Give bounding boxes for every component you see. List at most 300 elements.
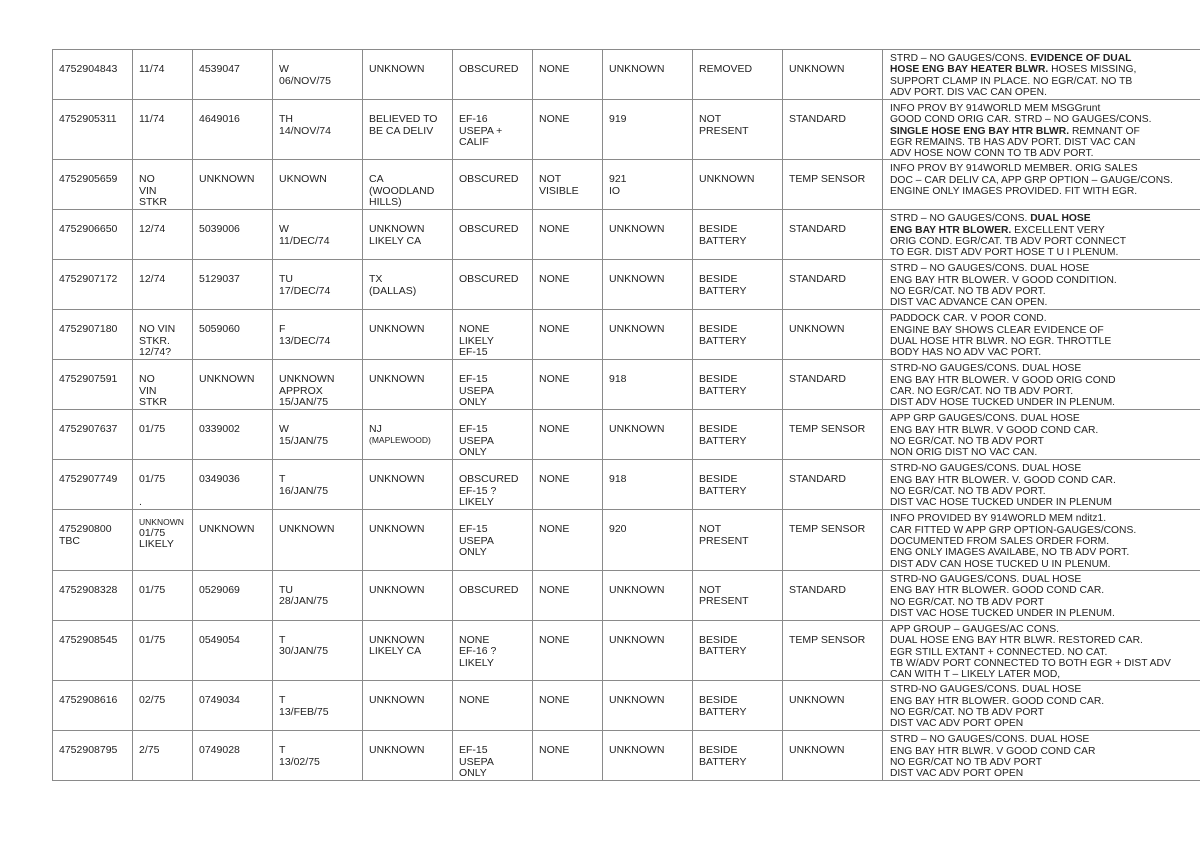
notes-text: STRD – NO GAUGES/CONS. [890, 213, 1031, 225]
delivery-location-cell [363, 100, 453, 160]
sale-date-cell [273, 160, 363, 210]
engine-number-cell-text: 0749034 [199, 694, 240, 707]
notes-text: INFO PROVIDED BY 914WORLD MEM nditz1. [890, 513, 1107, 525]
delivery-location-cell [363, 50, 453, 100]
emissions-cell [453, 100, 533, 160]
sensor-cell-text: TEMP SENSOR [789, 423, 866, 436]
notes-line [890, 608, 1200, 619]
notes-text: NON ORIG DIST NO VAC CAN. [890, 447, 1038, 459]
notes-line [890, 658, 1200, 669]
vin-cell-text: 4752907180 [59, 323, 118, 336]
model-cell-text: UNKNOWN [609, 583, 665, 596]
notes-line [890, 87, 1200, 98]
sensor-cell-text: UNKNOWN [789, 744, 845, 757]
model-cell [603, 160, 693, 210]
notes-text: TB W/ADV PORT CONNECTED TO BOTH EGR + DIST ADV [890, 657, 1171, 669]
notes-bold-text: ENG BAY HTR BLOWER. [890, 224, 1012, 236]
sale-date-cell [273, 410, 363, 460]
notes-cell [883, 460, 1200, 510]
build-date-cell-text: 01/75 . [139, 473, 166, 509]
sale-date-cell [273, 681, 363, 731]
delivery-location-cell [363, 210, 453, 260]
notes-line [890, 696, 1200, 707]
sale-date-cell [273, 510, 363, 570]
sale-date-cell-text: T 16/JAN/75 [279, 473, 329, 497]
vin-cell-text: 4752905659 [59, 173, 118, 186]
notes-text: ORIG COND. EGR/CAT. TB ADV PORT CONNECT [890, 236, 1127, 248]
notes-line [890, 425, 1200, 436]
sensor-cell-text: TEMP SENSOR [789, 523, 866, 536]
notes-line [890, 447, 1200, 458]
component-cell [693, 510, 783, 570]
option-cell [533, 460, 603, 510]
table-row [53, 100, 1200, 160]
engine-number-cell [193, 210, 273, 260]
engine-number-cell-text: 5129037 [199, 273, 240, 286]
delivery-location-cell-text: UNKNOWN [369, 744, 425, 757]
component-cell-text: NOT PRESENT [699, 583, 749, 608]
sale-date-cell [273, 310, 363, 360]
model-cell [603, 570, 693, 620]
sale-date-cell-text: UKNOWN [279, 173, 327, 186]
component-cell [693, 731, 783, 781]
vin-cell-text: 4752908616 [59, 694, 118, 707]
notes-line [890, 413, 1200, 424]
notes-text: PADDOCK CAR. V POOR COND. [890, 313, 1047, 325]
notes-line [890, 363, 1200, 374]
notes-cell [883, 50, 1200, 100]
engine-number-cell-text: 5039006 [199, 223, 240, 236]
delivery-location-cell [363, 620, 453, 680]
component-cell [693, 570, 783, 620]
sensor-cell [783, 210, 883, 260]
registry-sheet [52, 49, 1200, 781]
vin-cell-text: 4752905311 [59, 113, 117, 125]
build-date-cell-text: 12/74 [139, 223, 166, 236]
vin-cell [53, 310, 133, 360]
sale-date-cell-text: T 13/FEB/75 [279, 694, 329, 718]
model-cell-text: UNKNOWN [609, 63, 665, 75]
build-date-cell [133, 510, 193, 570]
build-date-cell [133, 570, 193, 620]
notes-text: INFO PROV BY 914WORLD MEM MSGGrunt [890, 103, 1101, 114]
notes-line [890, 236, 1200, 247]
delivery-location-cell [363, 570, 453, 620]
notes-line [890, 53, 1200, 64]
option-cell-text: NONE [539, 694, 570, 707]
notes-line [890, 375, 1200, 386]
component-cell [693, 410, 783, 460]
component-cell [693, 160, 783, 210]
sale-date-cell [273, 620, 363, 680]
delivery-location-cell [363, 260, 453, 310]
model-cell-text: UNKNOWN [609, 223, 665, 236]
sensor-cell-text: STANDARD [789, 373, 846, 386]
build-date-cell [133, 360, 193, 410]
build-date-cell-text: NO VIN STKR [139, 173, 168, 209]
emissions-cell-text: EF-15 USEPA ONLY [459, 373, 494, 409]
notes-bold-text: EVIDENCE OF DUAL [1030, 53, 1132, 64]
notes-line [890, 597, 1200, 608]
notes-line [890, 436, 1200, 447]
emissions-cell [453, 160, 533, 210]
vin-cell-text: 4752908545 [59, 633, 118, 646]
notes-line [890, 746, 1200, 757]
build-date-cell [133, 260, 193, 310]
delivery-location-cell [363, 510, 453, 570]
emissions-cell [453, 681, 533, 731]
component-cell-text: BESIDE BATTERY [699, 694, 747, 718]
emissions-cell-text: EF-15 USEPA ONLY [459, 744, 494, 780]
emissions-cell-text: EF-15 USEPA ONLY [459, 423, 494, 459]
option-cell [533, 731, 603, 781]
table-row [53, 681, 1200, 731]
build-date-cell-text: 01/75 [139, 583, 166, 596]
notes-text: EXCELLENT VERY [1011, 224, 1105, 236]
notes-line [890, 718, 1200, 729]
sale-date-cell-text: W 11/DEC/74 [279, 223, 330, 247]
notes-line [890, 559, 1200, 570]
sale-date-cell-text: T 13/02/75 [279, 744, 320, 768]
notes-text: DIST ADV CAN HOSE TUCKED U IN PLENUM. [890, 558, 1111, 570]
component-cell-text: BESIDE BATTERY [699, 323, 747, 347]
model-cell [603, 50, 693, 100]
engine-number-cell-text: 0339002 [199, 423, 240, 436]
build-date-cell-text: 11/74 [139, 63, 165, 75]
delivery-location-cell [363, 360, 453, 410]
notes-text: ENG BAY HTR BLWR. V GOOD COND CAR [890, 745, 1096, 757]
component-cell [693, 620, 783, 680]
table-row [53, 460, 1200, 510]
component-cell [693, 210, 783, 260]
notes-text: NO EGR/CAT. NO TB ADV PORT. [890, 486, 1046, 498]
model-cell-text: UNKNOWN [609, 633, 665, 646]
build-date-small-label: UNKNOWN [139, 517, 184, 528]
notes-text: ENG BAY HTR BLWR. V GOOD COND CAR. [890, 424, 1099, 436]
build-date-cell-text: 01/75 [139, 633, 166, 646]
engine-number-cell [193, 570, 273, 620]
notes-text: ENG ONLY IMAGES AVAILABE, NO TB ADV PORT. [890, 547, 1130, 559]
notes-text: STRD-NO GAUGES/CONS. DUAL HOSE [890, 463, 1082, 475]
emissions-cell [453, 510, 533, 570]
component-cell-text: UNKNOWN [699, 173, 755, 186]
notes-text: ENG BAY HTR BLOWER. V GOOD CONDITION. [890, 274, 1117, 286]
model-cell [603, 260, 693, 310]
emissions-cell [453, 410, 533, 460]
notes-cell [883, 510, 1200, 570]
emissions-cell-text: OBSCURED [459, 63, 519, 75]
component-cell-text: NOT PRESENT [699, 113, 749, 137]
notes-line [890, 536, 1200, 547]
delivery-location-cell-text: UNKNOWN [369, 323, 425, 336]
model-cell [603, 681, 693, 731]
notes-text: SUPPORT CLAMP IN PLACE. NO EGR/CAT. NO TB [890, 75, 1133, 87]
option-cell-text: NONE [539, 583, 570, 596]
model-cell-text: 918 [609, 473, 627, 486]
option-cell [533, 570, 603, 620]
notes-cell [883, 731, 1200, 781]
sensor-cell [783, 260, 883, 310]
delivery-location-cell-text: CA (WOODLAND HILLS) [369, 173, 435, 209]
sale-date-cell-text: UNKNOWN APPROX 15/JAN/75 [279, 373, 335, 409]
model-cell-text: UNKNOWN [609, 323, 665, 336]
sale-date-cell [273, 50, 363, 100]
emissions-cell [453, 260, 533, 310]
table-row [53, 410, 1200, 460]
option-cell-text: NONE [539, 323, 570, 336]
sensor-cell [783, 460, 883, 510]
option-cell-text: NONE [539, 744, 570, 757]
notes-text: DIST VAC ADV PORT OPEN [890, 718, 1024, 730]
vin-cell-text: 4752904843 [59, 63, 118, 75]
model-cell-text: UNKNOWN [609, 744, 665, 757]
sale-date-cell-text: TH 14/NOV/74 [279, 113, 331, 137]
component-cell [693, 460, 783, 510]
component-cell-text: NOT PRESENT [699, 523, 749, 547]
component-cell [693, 100, 783, 160]
sensor-cell [783, 160, 883, 210]
sensor-cell [783, 50, 883, 100]
delivery-location-cell [363, 731, 453, 781]
option-cell-text: NONE [539, 523, 570, 536]
model-cell [603, 620, 693, 680]
build-date-cell-text: NO VIN STKR [139, 373, 168, 409]
emissions-cell-text: OBSCURED [459, 173, 519, 186]
notes-text: TO EGR. DIST ADV PORT HOSE T U I PLENUM. [890, 247, 1119, 259]
notes-bold-text: HOSE ENG BAY HEATER BLWR. [890, 64, 1049, 76]
notes-line [890, 574, 1200, 585]
emissions-cell [453, 50, 533, 100]
engine-number-cell [193, 360, 273, 410]
table-row [53, 210, 1200, 260]
build-date-cell [133, 410, 193, 460]
engine-number-cell [193, 681, 273, 731]
notes-text: DIST VAC HOSE TUCKED UNDER IN PLENUM. [890, 607, 1115, 619]
vin-cell-text: 4752907749 [59, 473, 118, 486]
delivery-location-cell-text: UNKNOWN [369, 473, 425, 486]
sale-date-cell [273, 570, 363, 620]
component-cell-text: REMOVED [699, 63, 753, 75]
option-cell [533, 160, 603, 210]
table-row [53, 731, 1200, 781]
sensor-cell [783, 620, 883, 680]
sale-date-cell [273, 360, 363, 410]
model-cell-text: UNKNOWN [609, 694, 665, 707]
notes-line [890, 247, 1200, 258]
delivery-location-cell [363, 460, 453, 510]
build-date-cell-text: 2/75 [139, 744, 160, 757]
model-cell [603, 310, 693, 360]
notes-text: DIST VAC ADV PORT OPEN [890, 768, 1024, 780]
notes-line [890, 76, 1200, 87]
engine-number-cell-text: 0549054 [199, 633, 240, 646]
table-row [53, 160, 1200, 210]
notes-cell [883, 210, 1200, 260]
emissions-cell [453, 210, 533, 260]
vin-cell [53, 681, 133, 731]
sale-date-cell-text: W 06/NOV/75 [279, 63, 331, 87]
engine-number-cell-text: 4539047 [199, 63, 240, 75]
vin-cell-text: 4752907591 [59, 373, 118, 386]
model-cell-text: UNKNOWN [609, 423, 665, 436]
sensor-cell-text: TEMP SENSOR [789, 173, 866, 186]
notes-line [890, 635, 1200, 646]
option-cell-text: NONE [539, 633, 570, 646]
component-cell-text: BESIDE BATTERY [699, 633, 747, 658]
component-cell-text: BESIDE BATTERY [699, 223, 747, 247]
vin-cell-text: 4752908328 [59, 583, 118, 596]
model-cell [603, 731, 693, 781]
notes-cell [883, 160, 1200, 210]
sale-date-cell-text: F 13/DEC/74 [279, 323, 331, 347]
delivery-location-cell [363, 410, 453, 460]
delivery-location-cell-text: NJ [369, 423, 382, 436]
emissions-cell [453, 570, 533, 620]
sale-date-cell [273, 731, 363, 781]
engine-number-cell-text: 0749028 [199, 744, 240, 757]
option-cell [533, 50, 603, 100]
build-date-cell-text: 01/75 LIKELY [139, 526, 174, 551]
vin-cell-text: 4752908795 [59, 744, 118, 757]
notes-line [890, 313, 1200, 324]
model-cell-text: UNKNOWN [609, 273, 665, 286]
sale-date-cell-text: T 30/JAN/75 [279, 633, 329, 658]
delivery-location-cell-text: BELIEVED TO BE CA DELIV [369, 113, 438, 137]
sale-date-cell [273, 260, 363, 310]
option-cell-text: NONE [539, 423, 570, 436]
delivery-location-cell-text: UNKNOWN [369, 373, 425, 386]
delivery-location-cell-text: UNKNOWN [369, 694, 425, 707]
vehicle-registry-table [52, 49, 1200, 781]
option-cell-text: NONE [539, 223, 570, 236]
delivery-location-cell-text: UNKNOWN [369, 523, 425, 536]
vin-cell [53, 510, 133, 570]
notes-cell [883, 570, 1200, 620]
component-cell [693, 310, 783, 360]
engine-number-cell [193, 510, 273, 570]
component-cell-text: BESIDE BATTERY [699, 373, 747, 397]
notes-text: ENG BAY HTR BLOWER. V. GOOD COND CAR. [890, 474, 1116, 486]
emissions-cell-text: NONE EF-16 ? LIKELY [459, 633, 497, 669]
table-row [53, 620, 1200, 680]
build-date-cell [133, 681, 193, 731]
option-cell [533, 260, 603, 310]
vin-cell-text: 475290800 TBC [59, 523, 112, 547]
notes-line [890, 137, 1200, 148]
notes-text: ADV HOSE NOW CONN TO TB ADV PORT. [890, 148, 1094, 160]
emissions-cell-text: OBSCURED [459, 273, 519, 286]
build-date-cell [133, 310, 193, 360]
notes-cell [883, 310, 1200, 360]
notes-cell [883, 360, 1200, 410]
component-cell-text: BESIDE BATTERY [699, 744, 747, 768]
option-cell [533, 360, 603, 410]
component-cell [693, 50, 783, 100]
option-cell [533, 681, 603, 731]
notes-text: HOSES MISSING, [1048, 64, 1137, 76]
model-cell-text: 920 [609, 523, 627, 536]
notes-cell [883, 410, 1200, 460]
notes-line [890, 64, 1200, 75]
sensor-cell [783, 510, 883, 570]
notes-text: INFO PROV BY 914WORLD MEMBER. ORIG SALES [890, 163, 1138, 175]
table-row [53, 360, 1200, 410]
model-cell [603, 410, 693, 460]
sensor-cell [783, 410, 883, 460]
vin-cell [53, 460, 133, 510]
emissions-cell-text: OBSCURED [459, 223, 519, 236]
vin-cell [53, 360, 133, 410]
notes-text: BODY HAS NO ADV VAC PORT. [890, 347, 1042, 359]
notes-text: ENG BAY HTR BLOWER. GOOD COND CAR. [890, 695, 1105, 707]
option-cell [533, 510, 603, 570]
notes-line [890, 263, 1200, 274]
notes-bold-text: SINGLE HOSE ENG BAY HTR BLWR. [890, 125, 1070, 137]
component-cell [693, 260, 783, 310]
notes-text: CAR. NO EGR/CAT. NO TB ADV PORT. [890, 386, 1074, 398]
emissions-cell-text: EF-15 USEPA ONLY [459, 523, 494, 559]
notes-line [890, 213, 1200, 224]
option-cell-text: NONE [539, 473, 570, 486]
table-row [53, 510, 1200, 570]
sensor-cell-text: STANDARD [789, 583, 846, 596]
model-cell [603, 100, 693, 160]
sensor-cell [783, 681, 883, 731]
emissions-cell-text: NONE [459, 694, 490, 707]
vin-cell [53, 620, 133, 680]
notes-bold-text: DUAL HOSE [1030, 213, 1091, 225]
notes-text: ENGINE BAY SHOWS CLEAR EVIDENCE OF [890, 324, 1104, 336]
engine-number-cell-text: 0529069 [199, 583, 240, 596]
table-row [53, 310, 1200, 360]
engine-number-cell [193, 460, 273, 510]
notes-line [890, 707, 1200, 718]
engine-number-cell [193, 731, 273, 781]
table-row [53, 50, 1200, 100]
vin-cell-text: 4752907172 [59, 273, 118, 286]
notes-text: DIST VAC ADVANCE CAN OPEN. [890, 297, 1048, 309]
sensor-cell-text: STANDARD [789, 223, 846, 236]
emissions-cell-text: OBSCURED EF-15 ? LIKELY [459, 473, 519, 509]
notes-text: CAN WITH T – LIKELY LATER MOD, [890, 669, 1061, 681]
option-cell-text: NOT VISIBLE [539, 173, 579, 197]
notes-line [890, 175, 1200, 186]
notes-line [890, 547, 1200, 558]
notes-text: STRD-NO GAUGES/CONS. DUAL HOSE [890, 363, 1082, 375]
build-date-cell [133, 50, 193, 100]
engine-number-cell-text: 4649016 [199, 113, 240, 125]
notes-line [890, 126, 1200, 137]
build-date-cell [133, 731, 193, 781]
vin-cell [53, 410, 133, 460]
engine-number-cell [193, 50, 273, 100]
notes-line [890, 768, 1200, 779]
vin-cell [53, 731, 133, 781]
engine-number-cell [193, 160, 273, 210]
notes-text: DIST ADV HOSE TUCKED UNDER IN PLENUM. [890, 397, 1116, 409]
engine-number-cell-text: 5059060 [199, 323, 240, 336]
notes-line [890, 463, 1200, 474]
notes-text: STRD – NO GAUGES/CONS. DUAL HOSE [890, 734, 1090, 746]
notes-text: STRD – NO GAUGES/CONS. [890, 53, 1031, 64]
vin-cell [53, 260, 133, 310]
notes-text: STRD-NO GAUGES/CONS. DUAL HOSE [890, 684, 1082, 696]
engine-number-cell-text: UNKNOWN [199, 523, 255, 536]
model-cell [603, 510, 693, 570]
table-body [53, 50, 1200, 781]
vin-cell [53, 160, 133, 210]
vin-cell [53, 570, 133, 620]
